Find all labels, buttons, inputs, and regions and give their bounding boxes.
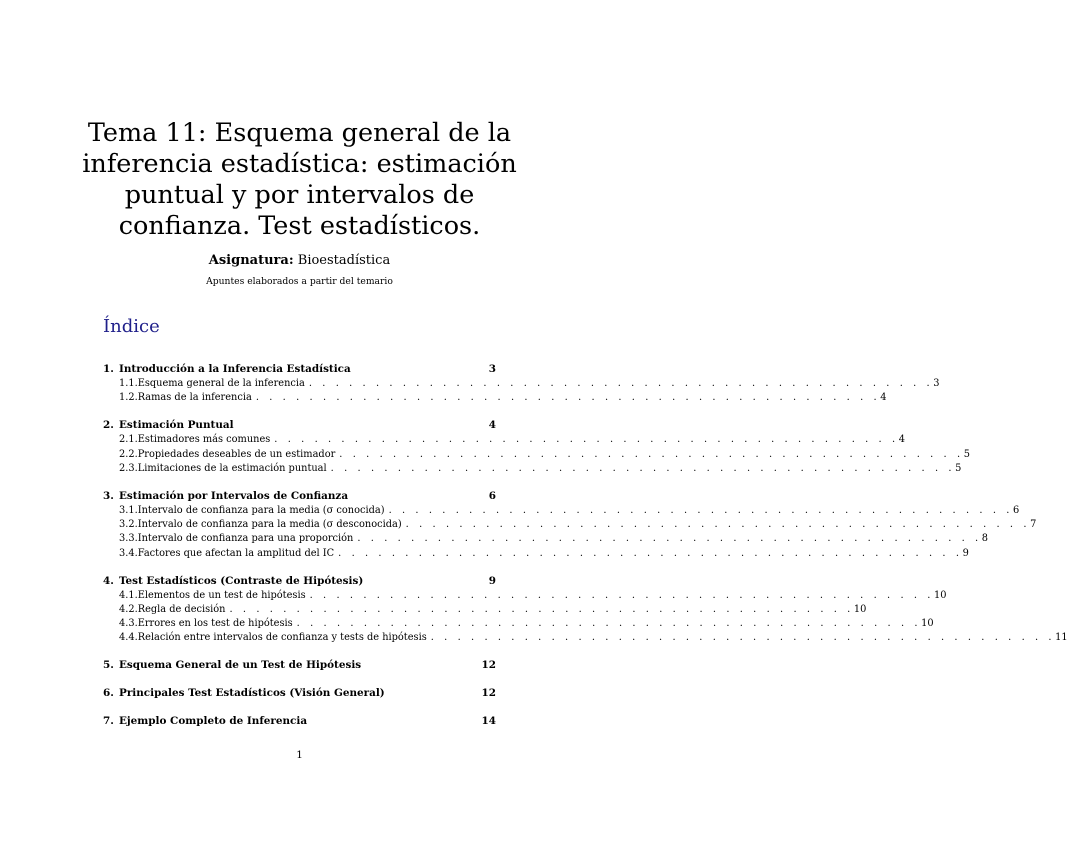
table-of-contents [103,363,1068,730]
toc-subsection-title: Esquema general de la inferencia [137,378,305,389]
toc-subsection-page: 5 [955,462,962,474]
toc-subsection-number: 2.2. [119,448,138,460]
toc-dot-leader: . . . . . . . . . . . . . . . . . . . . . . . . . . . . . . . . . . . . . . . . . . . . . . . [229,603,854,615]
toc-section-page: 3 [488,363,496,375]
toc-subsection-page: 4 [880,392,887,404]
toc-subsection-page: 10 [853,603,867,615]
toc-subsection-number: 3.3. [119,533,138,545]
toc-subsection-number: 1.2. [119,392,138,404]
toc-subsection-row[interactable] [103,632,1068,646]
toc-subsection-page: 7 [1030,519,1037,531]
toc-section-title: Test Estadísticos (Contraste de Hipótesis) [119,574,364,587]
toc-section-row[interactable] [103,687,496,702]
toc-subsection-title: Intervalo de confianza para una proporción [137,533,354,545]
toc-subsection-row[interactable] [103,504,1020,519]
toc-subsection-row[interactable] [103,448,970,463]
subject-line [0,253,599,268]
toc-subsection-title: Ramas de la inferencia [137,392,252,404]
subject-value: Bioestadística [297,253,391,268]
toc-dot-leader: . . . . . . . . . . . . . . . . . . . . . . . . . . . . . . . . . . . . . . . . . . . . . . . [338,547,963,559]
toc-dot-leader: . . . . . . . . . . . . . . . . . . . . . . . . . . . . . . . . . . . . . . . . . . . . . . . [430,632,1056,644]
toc-subsection-number: 4.1. [119,589,138,601]
toc-subsection-number: 3.1. [119,504,138,516]
toc-subsection-page: 10 [934,589,947,601]
toc-subsection-row[interactable] [103,378,940,392]
toc-section-page: 4 [488,419,496,432]
toc-subsection-row[interactable] [103,392,887,406]
toc-section-title: Introducción a la Inferencia Estadística [119,363,351,375]
toc-subsection-number: 4.4. [119,632,138,644]
toc-subsection-title: Limitaciones de la estimación puntual [137,462,327,474]
toc-subsection-page: 10 [921,618,934,630]
toc-subsection-page: 6 [1012,504,1020,516]
notes-line: Apuntes elaborados a partir del temario [206,276,393,287]
toc-section-number: 1. [103,363,114,375]
toc-dot-leader: . . . . . . . . . . . . . . . . . . . . . . . . . . . . . . . . . . . . . . . . . . . . . . . [330,462,956,474]
toc-spacer [103,646,496,659]
toc-subsection-title: Propiedades deseables de un estimador [137,448,336,460]
toc-subsection-title: Regla de decisión [137,603,226,615]
toc-subsection-page: 4 [898,434,905,446]
toc-section-page: 9 [488,574,496,587]
toc-subsection-title: Intervalo de confianza para la media (σ conocida) [137,504,385,516]
toc-section-page: 12 [481,659,496,672]
toc-section-title: Estimación por Intervalos de Confianza [119,489,349,502]
toc-heading: Índice [103,316,160,337]
toc-dot-leader: . . . . . . . . . . . . . . . . . . . . . . . . . . . . . . . . . . . . . . . . . . . . . . . [308,378,934,389]
toc-subsection-page: 3 [933,378,940,389]
toc-section-number: 4. [103,574,114,587]
toc-section-number: 7. [103,715,114,728]
toc-section-title: Estimación Puntual [119,419,234,432]
toc-dot-leader: . . . . . . . . . . . . . . . . . . . . . . . . . . . . . . . . . . . . . . . . . . . . . . . [309,589,935,601]
toc-subsection-page: 5 [963,448,970,460]
toc-section-page: 14 [481,715,496,728]
toc-subsection-row[interactable] [103,603,867,618]
toc-subsection-row[interactable] [103,434,905,448]
toc-dot-leader: . . . . . . . . . . . . . . . . . . . . . . . . . . . . . . . . . . . . . . . . . . . . . . . [339,448,964,460]
toc-subsection-title: Intervalo de confianza para la media (σ desconocida) [137,519,402,531]
toc-section-page: 12 [481,687,496,700]
subject-label: Asignatura: [208,253,294,268]
toc-subsection-number: 2.3. [119,462,138,474]
toc-subsection-number: 4.3. [119,618,138,630]
toc-subsection-title: Elementos de un test de hipótesis [137,589,306,601]
toc-subsection-title: Errores en los test de hipótesis [137,618,293,630]
toc-section-title: Principales Test Estadísticos (Visión General) [119,687,385,700]
toc-subsection-number: 2.1. [119,434,138,446]
toc-subsection-number: 4.2. [119,603,138,615]
toc-subsection-row[interactable] [103,533,989,547]
toc-spacer [103,702,496,715]
toc-spacer [103,674,496,687]
toc-section-number: 6. [103,687,114,700]
toc-dot-leader: . . . . . . . . . . . . . . . . . . . . . . . . . . . . . . . . . . . . . . . . . . . . . . . [388,504,1013,516]
toc-section-page: 6 [488,489,496,502]
toc-subsection-row[interactable] [103,618,934,632]
toc-section-number: 3. [103,489,114,502]
toc-dot-leader: . . . . . . . . . . . . . . . . . . . . . . . . . . . . . . . . . . . . . . . . . . . . . . . [255,392,881,404]
toc-subsection-row[interactable] [103,589,947,604]
toc-dot-leader: . . . . . . . . . . . . . . . . . . . . . . . . . . . . . . . . . . . . . . . . . . . . . . . [274,434,899,446]
toc-subsection-page: 11 [1055,632,1068,644]
toc-spacer [103,477,496,490]
toc-subsection-title: Factores que afectan la amplitud del IC [137,547,335,559]
toc-section-row[interactable] [103,575,496,590]
toc-subsection-page: 9 [962,547,969,559]
toc-subsection-row[interactable] [103,547,969,562]
toc-dot-leader: . . . . . . . . . . . . . . . . . . . . . . . . . . . . . . . . . . . . . . . . . . . . . . . [296,618,922,630]
page-number: 1 [296,749,303,761]
toc-section-row[interactable] [103,363,496,378]
document-title: Tema 11: Esquema general de la inferencia estadística: estimación puntual y por intervalos de confianza. Test estadísticos. [82,118,517,241]
toc-subsection-title: Relación entre intervalos de confianza y tests de hipótesis [137,632,427,644]
toc-section-number: 5. [103,659,114,672]
toc-subsection-page: 8 [981,533,989,545]
toc-dot-leader: . . . . . . . . . . . . . . . . . . . . . . . . . . . . . . . . . . . . . . . . . . . . . . . [405,519,1031,531]
toc-subsection-number: 3.2. [119,519,138,531]
toc-section-row[interactable] [103,490,496,505]
toc-spacer [103,406,496,419]
toc-section-row[interactable] [103,659,496,674]
toc-subsection-number: 1.1. [119,378,138,389]
toc-spacer [103,562,496,575]
toc-section-title: Ejemplo Completo de Inferencia [119,715,308,728]
toc-section-row[interactable] [103,419,496,434]
toc-subsection-row[interactable] [103,519,1037,533]
toc-subsection-number: 3.4. [119,547,138,559]
toc-subsection-title: Estimadores más comunes [137,434,271,446]
toc-dot-leader: . . . . . . . . . . . . . . . . . . . . . . . . . . . . . . . . . . . . . . . . . . . . . . . [357,533,982,545]
toc-section-row[interactable] [103,715,496,730]
toc-section-number: 2. [103,419,114,432]
toc-subsection-row[interactable] [103,462,962,477]
toc-section-title: Esquema General de un Test de Hipótesis [119,659,362,672]
